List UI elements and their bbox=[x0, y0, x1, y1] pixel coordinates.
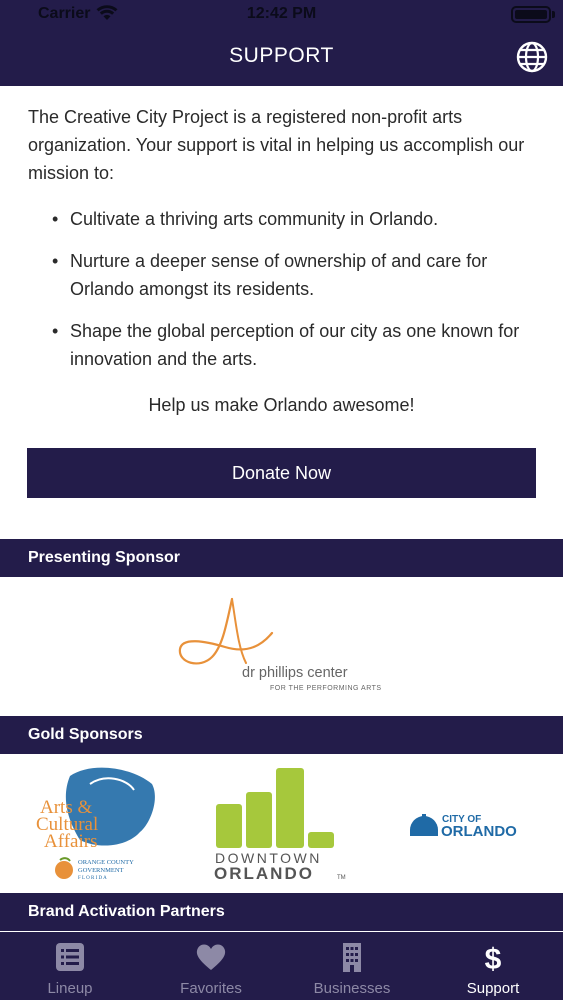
tagline: Help us make Orlando awesome! bbox=[148, 395, 415, 415]
dollar-icon bbox=[476, 940, 510, 974]
mission-item-text: Cultivate a thriving arts community in Orlando. bbox=[70, 209, 439, 229]
brand-partners-header: Brand Activation Partners bbox=[0, 893, 563, 931]
presenting-sponsor-header: Presenting Sponsor bbox=[0, 539, 563, 577]
gold-sponsors-header: Gold Sponsors bbox=[0, 716, 563, 754]
mission-item-text: Nurture a deeper sense of ownership of and care for Orlando amongst its residents. bbox=[70, 251, 488, 299]
downtown-line1: DOWNTOWN bbox=[215, 850, 322, 866]
downtown-tm: TM bbox=[337, 875, 346, 881]
tab-label: Favorites bbox=[180, 980, 242, 997]
mission-item bbox=[52, 247, 522, 303]
gold-sponsors-logos bbox=[0, 754, 563, 892]
bullet-dot: • bbox=[52, 321, 59, 341]
intro-text: The Creative City Project is a registered non-profit arts organization. Your support is vital in helping us accomplish our mission to: bbox=[28, 107, 525, 183]
donate-button[interactable]: Donate Now bbox=[27, 448, 536, 498]
svg-text:$: $ bbox=[484, 943, 502, 974]
arts-gov2: GOVERNMENT bbox=[78, 867, 124, 874]
city-of-orlando-logo[interactable] bbox=[410, 814, 517, 840]
globe-icon[interactable] bbox=[515, 40, 549, 74]
arts-line2: Cultural bbox=[36, 814, 99, 835]
tab-favorites[interactable] bbox=[141, 932, 281, 1000]
city-line1: CITY OF bbox=[442, 814, 482, 825]
tab-bar bbox=[0, 932, 563, 1000]
list-icon bbox=[53, 940, 87, 974]
mission-item bbox=[52, 205, 522, 233]
battery-icon bbox=[511, 6, 551, 23]
downtown-orlando-logo[interactable] bbox=[214, 768, 346, 883]
drphillips-sub: FOR THE PERFORMING ARTS bbox=[270, 685, 382, 692]
battery-tip bbox=[552, 11, 555, 18]
arts-gov3: F L O R I D A bbox=[78, 876, 107, 881]
city-line2: ORLANDO bbox=[441, 823, 517, 840]
downtown-line2: ORLANDO bbox=[214, 864, 314, 883]
building-icon bbox=[335, 940, 369, 974]
mission-item-text: Shape the global perception of our city as one known for innovation and the arts. bbox=[70, 321, 520, 369]
page-title: SUPPORT bbox=[229, 44, 334, 67]
tab-label: Businesses bbox=[313, 980, 391, 997]
arts-line3: Affairs bbox=[44, 831, 98, 852]
arts-line1: Arts & bbox=[40, 797, 93, 818]
bullet-dot: • bbox=[52, 209, 59, 229]
arts-gov1: ORANGE COUNTY bbox=[78, 859, 134, 866]
carrier-label: Carrier bbox=[38, 5, 91, 22]
drphillips-logo[interactable] bbox=[0, 577, 563, 715]
presenting-sponsor-area bbox=[0, 577, 563, 715]
mission-list bbox=[52, 205, 522, 387]
status-time: 12:42 PM bbox=[246, 5, 317, 22]
status-bar bbox=[0, 0, 563, 28]
tab-support[interactable] bbox=[423, 932, 563, 1000]
tab-label: Lineup bbox=[47, 980, 93, 997]
heart-icon bbox=[194, 940, 228, 974]
gold-sponsors-area bbox=[0, 754, 563, 892]
tab-label: Support bbox=[466, 980, 520, 997]
mission-item bbox=[52, 317, 522, 373]
arts-cultural-affairs-logo[interactable] bbox=[36, 768, 155, 881]
bullet-dot: • bbox=[52, 251, 59, 271]
drphillips-name: dr phillips center bbox=[242, 665, 348, 681]
header bbox=[0, 0, 563, 86]
tab-businesses[interactable] bbox=[282, 932, 422, 1000]
tab-lineup[interactable] bbox=[0, 932, 140, 1000]
